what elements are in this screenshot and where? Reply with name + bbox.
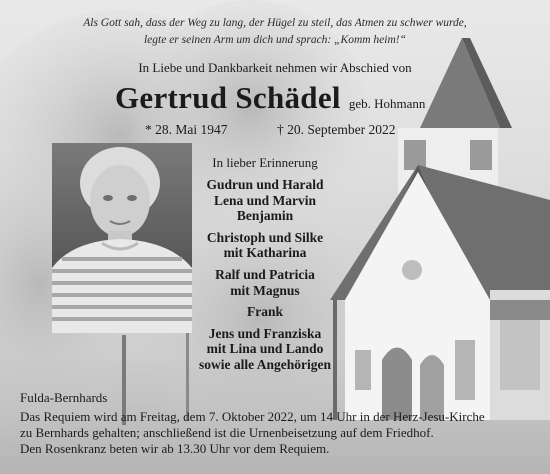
- memory-label: In lieber Erinnerung: [212, 155, 318, 170]
- requiem-info: [20, 409, 540, 457]
- family-line: Frank: [246, 304, 283, 320]
- family-group: [170, 304, 360, 320]
- deceased-name: Gertrud Schädel: [115, 80, 341, 115]
- requiem-line: Das Requiem wird am Freitag, dem 7. Oktober 2022, um 14 Uhr in der Herz-Jesu-Kirche: [20, 409, 485, 424]
- family-group: [170, 326, 360, 373]
- requiem-line: zu Bernhards gehalten; anschließend ist die Urnenbeisetzung auf dem Friedhof.: [20, 425, 434, 440]
- family-line: Jens und Franziska: [208, 325, 322, 341]
- family-line: Christoph und Silke: [206, 229, 324, 245]
- family-line: sowie alle Angehörigen: [199, 356, 331, 372]
- requiem-line: Den Rosenkranz beten wir ab 13.30 Uhr vor dem Requiem.: [20, 441, 330, 456]
- family-line: Ralf und Patricia: [215, 266, 315, 282]
- family-group: [170, 177, 360, 224]
- family-line: mit Magnus: [230, 282, 300, 298]
- family-line: Gudrun und Harald: [206, 177, 324, 192]
- family-group: [170, 230, 360, 261]
- deceased-name-row: [115, 80, 475, 116]
- maiden-name: geb. Hohmann: [348, 96, 426, 111]
- birth-date: * 28. Mai 1947: [145, 122, 228, 137]
- family-line: mit Katharina: [223, 245, 307, 261]
- family-line: mit Lina und Lando: [206, 341, 324, 357]
- family-line: Benjamin: [236, 208, 294, 224]
- poem-line: legte er seinen Arm um dich und sprach: „Komm heim!“: [143, 34, 407, 46]
- death-date: † 20. September 2022: [277, 122, 396, 137]
- farewell-intro: In Liebe und Dankbarkeit nehmen wir Abschied von: [138, 60, 412, 75]
- poem: [20, 15, 530, 49]
- family-group: [170, 267, 360, 298]
- family-line: Lena und Marvin: [213, 192, 317, 208]
- family-list: [170, 177, 360, 379]
- place-name: Fulda-Bernhards: [20, 390, 108, 405]
- poem-line: Als Gott sah, dass der Weg zu lang, der Hügel zu steil, das Atmen zu schwer wurde,: [83, 17, 467, 29]
